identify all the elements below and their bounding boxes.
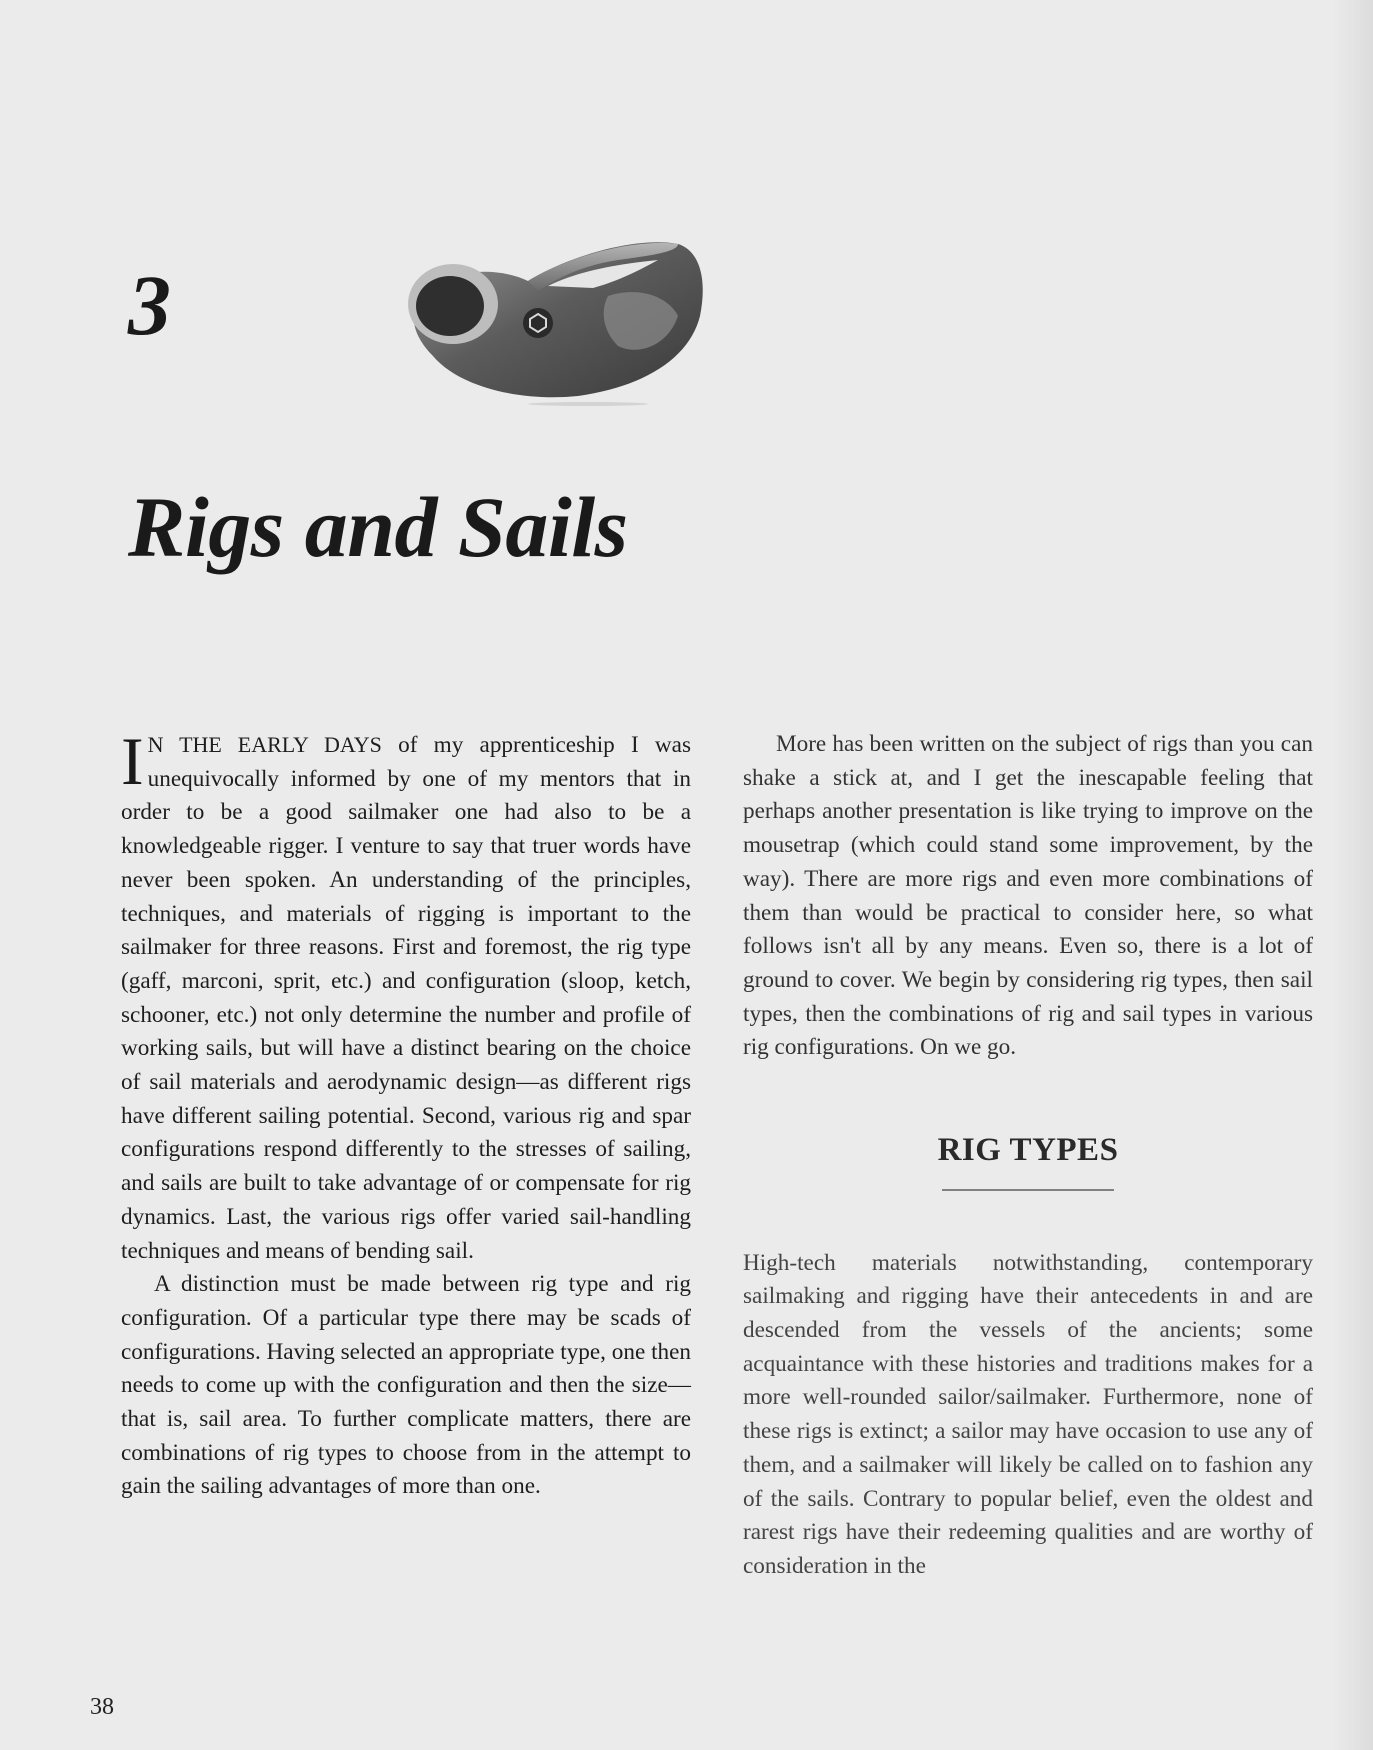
- paragraph-rig-distinction: A distinction must be made between rig type and rig configuration. Of a particular type there may be scads of configurations. Having selected an appropriate type, one then needs to come up with the configuration and then the size—that is, sail area. To further complicate matters, there are combinations of rig types to choose from in the attempt to gain the sailing advantages of more than one.: [121, 1271, 691, 1500]
- paragraph-high-tech: High-tech materials notwithstanding, contemporary sailmaking and rigging have their antecedents in and are descended from the vessels of the ancients; some acquaintance with these histories and traditions makes for a more well-rounded sailor/sailmaker. Furthermore, none of these rigs is extinct; a sailor may have occasion to use any of them, and a sailmaker will likely be called on to fashion any of the sails. Contrary to popular belief, even the oldest and rarest rigs have their redeeming qualities and are worthy of consideration in the: [743, 1249, 1313, 1579]
- right-text-column: [743, 728, 1313, 1584]
- drop-cap: I: [121, 723, 144, 799]
- lead-in-caps: N THE EARLY DAYS: [147, 732, 382, 757]
- paragraph-more-written: More has been written on the subject of rigs than you can shake a stick at, and I get the inescapable feeling that perhaps another presentation is like trying to improve on the mousetrap (which could stand some improvement, by the way). There are more rigs and even more combinations of them than would be practical to consider here, so what follows isn't all by any means. Even so, there is a lot of ground to cover. We begin by considering rig types, then sail types, then the combinations of rig and sail types in various rig configurations. On we go.: [743, 731, 1313, 1061]
- section-heading-rig-types: RIG TYPES: [937, 1132, 1119, 1169]
- chapter-title: Rigs and Sails: [128, 479, 628, 575]
- rigging-fitting-icon: [378, 226, 708, 406]
- paragraph-text: of my apprenticeship I was unequivocally informed by one of my mentors that in order to be a good sailmaker one had also to be a knowledgeable rigger. I venture to say that truer words have never been spoken. An understanding of the principles, techniques, and materials of rigging is important to the sailmaker for three reasons. First and foremost, the rig type (gaff, marconi, sprit, etc.) and configuration (sloop, ketch, schooner, etc.) not only determine the number and profile of working sails, but will have a distinct bearing on the choice of sail materials and aerodynamic design—as different rigs have different sailing potential. Second, various rig and spar configurations respond differently to the stresses of sailing, and sails are built to take advantage of or compensate for rig dynamics. Last, the various rigs offer varied sail-handling techniques and means of bending sail.: [121, 732, 691, 1264]
- section-heading-rule: [942, 1189, 1114, 1191]
- opening-paragraph: [121, 723, 691, 1268]
- page-gutter-shade: [1333, 0, 1373, 1750]
- chapter-number: 3: [128, 257, 171, 353]
- page-number: 38: [90, 1694, 114, 1720]
- left-text-column: [121, 723, 691, 1504]
